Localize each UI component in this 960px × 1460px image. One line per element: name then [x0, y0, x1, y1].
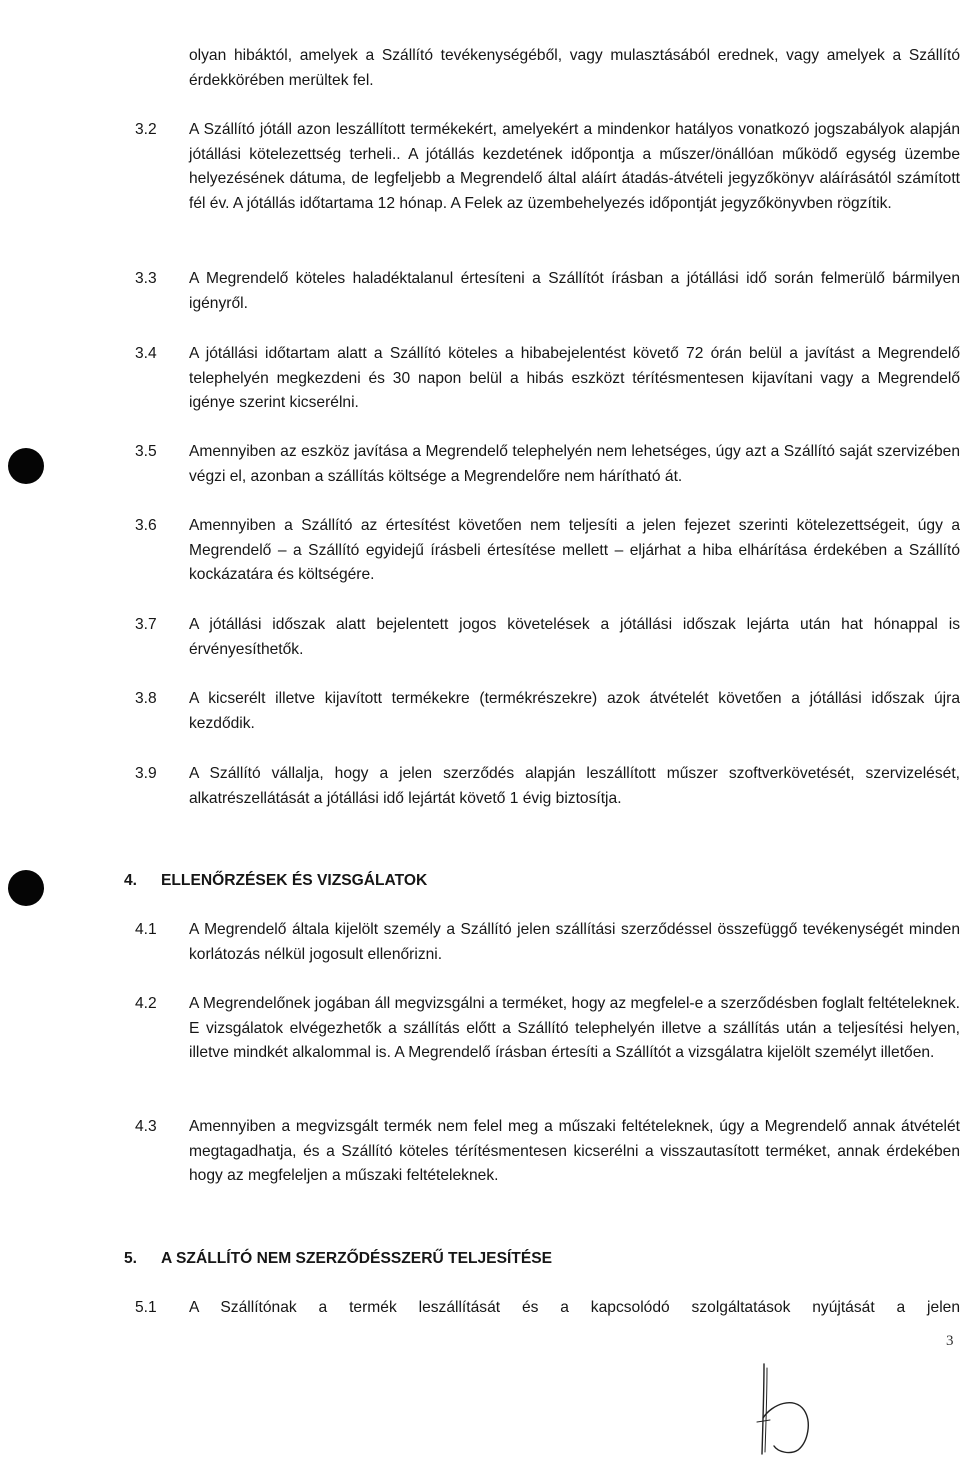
- clause-text-3-9: A Szállító vállalja, hogy a jelen szerződés alapján leszállított műszer szoftverkövetését, szervizelését, alkatrészellátását a jótállási idő lejártát követő 1 évig biztosítja.: [189, 765, 960, 807]
- section-4-title: ELLENŐRZÉSEK ÉS VIZSGÁLATOK: [161, 872, 428, 889]
- clause-number-3-2: 3.2: [135, 121, 157, 138]
- clause-text-3-3: A Megrendelő köteles haladéktalanul értesíteni a Szállítót írásban a jótállási idő során felmerülő bármilyen igényről.: [189, 270, 960, 312]
- intro-continuation: olyan hibáktól, amelyek a Szállító tevékenységéből, vagy mulasztásából erednek, vagy amelyek a Szállító érdekkörében merültek fel.: [189, 47, 960, 89]
- section-5-title: A SZÁLLÍTÓ NEM SZERZŐDÉSSZERŰ TELJESÍTÉSE: [161, 1250, 553, 1267]
- clause-text-3-4: A jótállási időtartam alatt a Szállító köteles a hibabejelentést követő 72 órán belül a javítást a Megrendelő telephelyén megkezdeni és 30 napon belül a hibás eszközt térítésmentesen kijavítani vagy a Megrendelő igénye szerint kicserélni.: [189, 345, 960, 412]
- clause-number-3-3: 3.3: [135, 270, 157, 287]
- page-number: 3: [946, 1333, 954, 1349]
- section-5-number: 5.: [124, 1250, 138, 1267]
- clause-text-5-1: A Szállítónak a termék leszállítását és a kapcsolódó szolgáltatások nyújtását a jelen: [189, 1299, 960, 1316]
- clause-number-3-9: 3.9: [135, 765, 157, 782]
- section-4-number: 4.: [124, 872, 138, 889]
- clause-text-4-2: A Megrendelőnek jogában áll megvizsgálni a terméket, hogy az megfelel-e a szerződésben foglalt feltételeknek. E vizsgálatok elvégezhetők a szállítás előtt a Szállító telephelyén illetve a szállítás után a teljesítési helyen, illetve mindkét alkalommal is. A Megrendelő írásban értesíti a Szállítót a vizsgálatra kijelölt személyt illetően.: [189, 995, 960, 1062]
- clause-number-3-8: 3.8: [135, 690, 157, 707]
- clause-number-3-7: 3.7: [135, 616, 157, 633]
- clause-text-3-7: A jótállási időszak alatt bejelentett jogos követelések a jótállási időszak lejárta után hat hónappal is érvényesíthetők.: [189, 616, 960, 658]
- punch-hole-upper: [8, 448, 44, 484]
- clause-number-4-2: 4.2: [135, 995, 157, 1012]
- clause-text-3-5: Amennyiben az eszköz javítása a Megrendelő telephelyén nem lehetséges, úgy azt a Szállító saját szervizében végzi el, azonban a szállítás költsége a Megrendelőre nem hárítható át.: [189, 443, 960, 485]
- clause-number-3-6: 3.6: [135, 517, 157, 534]
- clause-text-3-6: Amennyiben a Szállító az értesítést követően nem teljesíti a jelen fejezet szerinti kötelezettségeit, úgy a Megrendelő – a Szállító egyidejű írásbeli értesítése mellett – eljárhat a hiba elhárítása érdekében a Szállító kockázatára és költségére.: [189, 517, 960, 584]
- clause-number-4-3: 4.3: [135, 1118, 157, 1135]
- clause-text-4-3: Amennyiben a megvizsgált termék nem felel meg a műszaki feltételeknek, úgy a Megrendelő annak átvételét megtagadhatja, és a Szállító köteles térítésmentesen kicserélni a visszautasított terméket, annak érdekében hogy az megfeleljen a műszaki feltételeknek.: [189, 1118, 960, 1185]
- clause-text-4-1: A Megrendelő általa kijelölt személy a Szállító jelen szállítási szerződéssel összefüggő tevékenységét minden korlátozás nélkül jogosult ellenőrizni.: [189, 921, 960, 963]
- clause-number-3-5: 3.5: [135, 443, 157, 460]
- clause-number-5-1: 5.1: [135, 1299, 157, 1316]
- handwritten-initials-signature: [752, 1360, 822, 1456]
- clause-number-4-1: 4.1: [135, 921, 157, 938]
- clause-text-3-2: A Szállító jótáll azon leszállított termékekért, amelyekért a mindenkor hatályos vonatkozó jogszabályok alapján jótállási kötelezettség terheli.. A jótállás kezdetének időpontja a műszer/önállóan működő egység üzembe helyezésének dátuma, de legfeljebb a Megrendelő által aláírt átadás-átvételi jegyzőkönyv aláírásától számított fél év. A jótállás időtartama 12 hónap. A Felek az üzembehelyezés időpontját jegyzőkönyvben rögzítik.: [189, 121, 960, 212]
- clause-number-3-4: 3.4: [135, 345, 157, 362]
- clause-text-3-8: A kicserélt illetve kijavított termékekre (termékrészekre) azok átvételét követően a jótállási időszak újra kezdődik.: [189, 690, 960, 732]
- punch-hole-lower: [8, 870, 44, 906]
